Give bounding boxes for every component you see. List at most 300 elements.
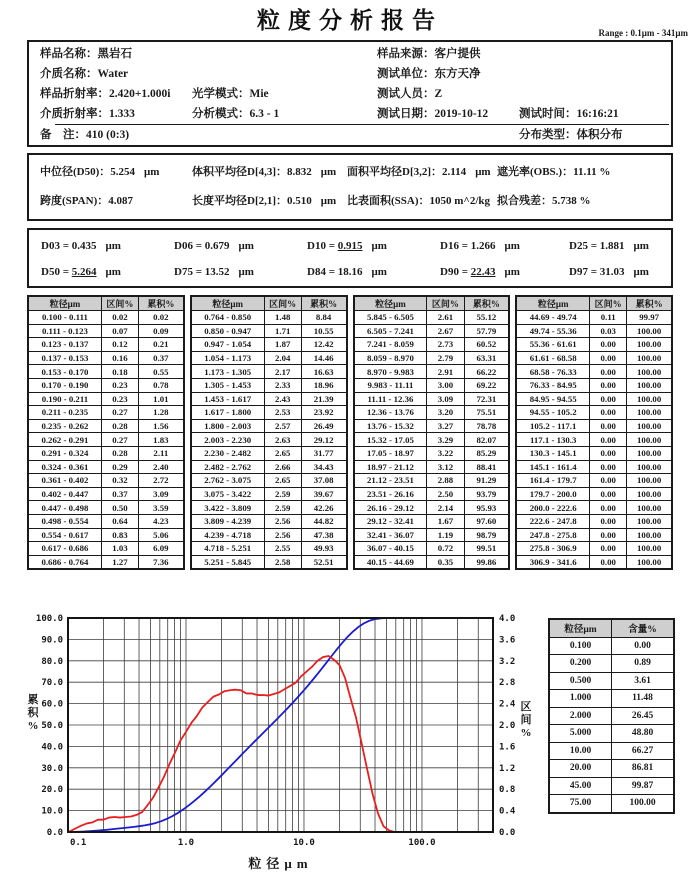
- table-row: [28, 433, 184, 447]
- column-header: 粒径μm: [191, 296, 264, 311]
- table-row: [354, 446, 510, 460]
- table-cell: 0.137 - 0.153: [28, 351, 101, 365]
- table-cell: 3.075 - 3.422: [191, 487, 264, 501]
- table-cell: 2.17: [264, 365, 301, 379]
- table-row: [28, 419, 184, 433]
- field-label: 测试时间：: [519, 108, 577, 120]
- table-cell: 48.80: [612, 725, 675, 743]
- table-row: [191, 528, 347, 542]
- d-value-unit: μm: [371, 266, 387, 278]
- field-label: 测试日期：: [377, 108, 435, 120]
- right-axis-tick-label: 2.8: [499, 678, 516, 689]
- table-cell: 105.2 - 117.1: [516, 419, 589, 433]
- table-cell: 0.00: [590, 542, 627, 556]
- stat-label: 中位径(D50)：: [40, 166, 111, 178]
- table-cell: 0.23: [101, 392, 138, 406]
- table-cell: 0.35: [427, 555, 464, 569]
- table-row: [28, 446, 184, 460]
- column-header: 累积%: [464, 296, 509, 311]
- table-cell: 3.27: [427, 419, 464, 433]
- table-cell: 2.91: [427, 365, 464, 379]
- stat-value: 0.510: [287, 195, 312, 207]
- table-cell: 16.63: [301, 365, 346, 379]
- field-test-unit: [377, 64, 481, 84]
- table-cell: 0.00: [590, 446, 627, 460]
- d-value-d90: D90 = 22.43 μm: [440, 266, 520, 278]
- table-cell: 0.09: [139, 324, 184, 338]
- table-cell: 1.56: [139, 419, 184, 433]
- table-row: [28, 365, 184, 379]
- table-cell: 100.00: [627, 433, 672, 447]
- table-cell: 2.762 - 3.075: [191, 474, 264, 488]
- column-header: 含量%: [612, 619, 675, 637]
- d-value-number: 1.266: [470, 240, 496, 252]
- table-cell: 52.51: [301, 555, 346, 569]
- table-cell: 6.09: [139, 542, 184, 556]
- table-cell: 0.32: [101, 474, 138, 488]
- info-row: [29, 44, 671, 64]
- table-cell: 1.173 - 1.305: [191, 365, 264, 379]
- table-row: [549, 690, 674, 708]
- table-cell: 42.26: [301, 501, 346, 515]
- distribution-table-group: [27, 295, 185, 570]
- table-cell: 26.49: [301, 419, 346, 433]
- table-cell: 0.18: [101, 365, 138, 379]
- table-cell: 68.58 - 76.33: [516, 365, 589, 379]
- table-row: [28, 542, 184, 556]
- table-cell: 39.67: [301, 487, 346, 501]
- d-values-row: [29, 259, 671, 285]
- table-row: [191, 419, 347, 433]
- stat-value: 4.087: [108, 195, 133, 207]
- table-cell: 0.00: [590, 555, 627, 569]
- table-cell: 275.8 - 306.9: [516, 542, 589, 556]
- table-cell: 31.77: [301, 446, 346, 460]
- stat-unit: μm: [320, 166, 337, 178]
- d-value-number: 0.679: [204, 240, 230, 252]
- table-cell: 60.52: [464, 338, 509, 352]
- field-test-time: [519, 104, 619, 124]
- field-sample-source: [377, 44, 481, 64]
- stat-fit-residual: [497, 187, 591, 216]
- table-cell: 2.73: [427, 338, 464, 352]
- field-value: 体积分布: [576, 129, 623, 141]
- table-cell: 0.211 - 0.235: [28, 406, 101, 420]
- stat-span: [40, 187, 133, 216]
- d-value-d84: D84 = 18.16 μm: [307, 266, 387, 278]
- table-cell: 0.00: [590, 460, 627, 474]
- table-cell: 0.947 - 1.054: [191, 338, 264, 352]
- table-cell: 2.56: [264, 528, 301, 542]
- table-cell: 3.29: [427, 433, 464, 447]
- table-row: [354, 311, 510, 325]
- field-value: 黑岩石: [97, 48, 132, 60]
- table-row: [354, 528, 510, 542]
- table-cell: 0.00: [590, 433, 627, 447]
- d-value-unit: μm: [238, 240, 254, 252]
- table-cell: 66.22: [464, 365, 509, 379]
- d-value-number: 0.915: [337, 240, 363, 252]
- table-row: [191, 487, 347, 501]
- table-cell: 0.83: [101, 528, 138, 542]
- statistics-box: [27, 153, 673, 221]
- table-cell: 2.003 - 2.230: [191, 433, 264, 447]
- right-axis-tick-label: 0.0: [499, 828, 516, 838]
- x-axis-tick-label: 1.0: [177, 838, 195, 848]
- table-cell: 4.718 - 5.251: [191, 542, 264, 556]
- table-row: [191, 392, 347, 406]
- table-cell: 1.054 - 1.173: [191, 351, 264, 365]
- table-cell: 2.65: [264, 446, 301, 460]
- table-cell: 1.67: [427, 514, 464, 528]
- table-cell: 0.170 - 0.190: [28, 378, 101, 392]
- table-cell: 2.55: [264, 542, 301, 556]
- field-test-date: [377, 104, 488, 124]
- table-cell: 0.37: [139, 351, 184, 365]
- table-cell: 72.31: [464, 392, 509, 406]
- field-label: 测试人员：: [377, 88, 435, 100]
- left-axis-tick-label: 50.0: [41, 721, 63, 731]
- table-cell: 47.38: [301, 528, 346, 542]
- field-value: 2019-10-12: [434, 108, 489, 120]
- d-values-box: [27, 228, 673, 288]
- d-value-unit: μm: [504, 266, 520, 278]
- field-label: 样品折射率：: [40, 88, 109, 100]
- d-values-row: [29, 233, 671, 259]
- table-cell: 8.84: [301, 311, 346, 325]
- table-cell: 17.05 - 18.97: [354, 446, 427, 460]
- table-cell: 85.29: [464, 446, 509, 460]
- table-cell: 29.12 - 32.41: [354, 514, 427, 528]
- d-value-unit: μm: [504, 240, 520, 252]
- table-row: [28, 392, 184, 406]
- table-cell: 0.00: [590, 528, 627, 542]
- d-value-unit: μm: [633, 266, 649, 278]
- table-cell: 4.239 - 4.718: [191, 528, 264, 542]
- table-cell: 0.27: [101, 406, 138, 420]
- table-cell: 0.02: [101, 311, 138, 325]
- table-cell: 0.00: [590, 419, 627, 433]
- table-cell: 2.79: [427, 351, 464, 365]
- table-cell: 3.00: [427, 378, 464, 392]
- table-cell: 100.00: [627, 365, 672, 379]
- stat-volume-mean-d43: [192, 158, 336, 187]
- field-label: 分布类型：: [519, 129, 577, 141]
- table-row: [549, 760, 674, 778]
- table-cell: 0.686 - 0.764: [28, 555, 101, 569]
- left-axis-tick-label: 90.0: [41, 635, 63, 646]
- d-value-d16: D16 = 1.266 μm: [440, 240, 520, 252]
- table-cell: 2.482 - 2.762: [191, 460, 264, 474]
- table-cell: 32.41 - 36.07: [354, 528, 427, 542]
- field-label: 介质名称：: [40, 68, 98, 80]
- table-cell: 100.00: [627, 501, 672, 515]
- table-row: [354, 351, 510, 365]
- table-row: [28, 460, 184, 474]
- table-cell: 2.67: [427, 324, 464, 338]
- table-cell: 2.14: [427, 501, 464, 515]
- table-cell: 0.16: [101, 351, 138, 365]
- stat-label: 遮光率(OBS.)：: [497, 166, 574, 178]
- left-axis-tick-label: 60.0: [41, 699, 63, 710]
- table-cell: 2.04: [264, 351, 301, 365]
- d-value-number: 5.264: [71, 266, 97, 278]
- field-value: 410 (0:3): [86, 129, 130, 141]
- table-cell: 0.617 - 0.686: [28, 542, 101, 556]
- d-value-number: 1.881: [599, 240, 625, 252]
- stat-value: 11.11 %: [573, 166, 611, 178]
- table-cell: 49.93: [301, 542, 346, 556]
- table-cell: 94.55 - 105.2: [516, 406, 589, 420]
- field-medium-ri: [40, 104, 135, 124]
- left-axis-tick-label: 20.0: [41, 785, 63, 796]
- column-header: 累积%: [139, 296, 184, 311]
- table-cell: 7.36: [139, 555, 184, 569]
- table-row: [354, 474, 510, 488]
- table-cell: 8.970 - 9.983: [354, 365, 427, 379]
- distribution-table-group: [190, 295, 348, 570]
- table-cell: 0.361 - 0.402: [28, 474, 101, 488]
- table-cell: 3.22: [427, 446, 464, 460]
- field-value: 1.333: [109, 108, 135, 120]
- table-row: [516, 324, 672, 338]
- table-cell: 36.07 - 40.15: [354, 542, 427, 556]
- table-cell: 0.00: [590, 378, 627, 392]
- table-cell: 100.00: [627, 446, 672, 460]
- stat-value: 2.114: [442, 166, 467, 178]
- right-axis-tick-label: 3.6: [499, 635, 516, 646]
- stat-value: 1050 m^2/kg: [429, 195, 490, 207]
- right-axis-tick-label: 4.0: [499, 614, 516, 624]
- table-row: [549, 672, 674, 690]
- column-header: 区间%: [264, 296, 301, 311]
- table-cell: 3.61: [612, 672, 675, 690]
- column-header: 粒径μm: [354, 296, 427, 311]
- table-cell: 5.000: [549, 725, 612, 743]
- stat-median-d50: [40, 158, 159, 187]
- column-header: 粒径μm: [28, 296, 101, 311]
- table-cell: 0.89: [612, 655, 675, 673]
- table-cell: 84.95 - 94.55: [516, 392, 589, 406]
- table-cell: 3.09: [427, 392, 464, 406]
- left-axis-tick-label: 30.0: [41, 763, 63, 774]
- table-cell: 1.617 - 1.800: [191, 406, 264, 420]
- table-cell: 86.81: [612, 760, 675, 778]
- table-cell: 0.00: [590, 406, 627, 420]
- table-row: [28, 514, 184, 528]
- table-cell: 57.79: [464, 324, 509, 338]
- table-cell: 0.28: [101, 419, 138, 433]
- table-cell: 2.59: [264, 487, 301, 501]
- table-row: [516, 419, 672, 433]
- table-cell: 2.57: [264, 419, 301, 433]
- right-axis-title: 区间%: [520, 701, 532, 739]
- table-row: [28, 555, 184, 569]
- stat-value: 5.254: [110, 166, 136, 178]
- table-cell: 45.00: [549, 777, 612, 795]
- table-cell: 75.51: [464, 406, 509, 420]
- field-sample-name: [40, 44, 132, 64]
- left-axis-tick-label: 0.0: [46, 828, 63, 838]
- table-row: [28, 351, 184, 365]
- d-value-number: 22.43: [470, 266, 496, 278]
- table-cell: 2.61: [427, 311, 464, 325]
- table-row: [191, 460, 347, 474]
- table-row: [28, 528, 184, 542]
- field-label: 样品名称：: [40, 48, 98, 60]
- table-cell: 66.27: [612, 742, 675, 760]
- table-row: [354, 378, 510, 392]
- stats-row: [29, 187, 671, 216]
- right-axis-tick-label: 1.6: [499, 742, 516, 753]
- table-cell: 2.000: [549, 707, 612, 725]
- table-row: [354, 542, 510, 556]
- d-value-name: D97: [569, 266, 588, 278]
- table-cell: 100.00: [627, 474, 672, 488]
- table-cell: 2.72: [139, 474, 184, 488]
- field-value: 客户提供: [434, 48, 481, 60]
- table-cell: 20.00: [549, 760, 612, 778]
- d-value-number: 13.52: [204, 266, 230, 278]
- stat-unit: μm: [320, 195, 337, 207]
- table-cell: 0.11: [590, 311, 627, 325]
- table-cell: 0.37: [101, 487, 138, 501]
- table-cell: 29.12: [301, 433, 346, 447]
- right-axis-tick-label: 2.4: [499, 699, 516, 710]
- info-row: [29, 104, 671, 124]
- table-row: [516, 311, 672, 325]
- left-axis-title: 累积%: [27, 694, 39, 732]
- d-value-name: D06: [174, 240, 193, 252]
- sample-info-box: [27, 40, 673, 147]
- field-label: 介质折射率：: [40, 108, 109, 120]
- field-value: Z: [434, 88, 443, 100]
- table-cell: 0.27: [101, 433, 138, 447]
- table-cell: 6.505 - 7.241: [354, 324, 427, 338]
- table-row: [549, 707, 674, 725]
- table-row: [516, 365, 672, 379]
- table-cell: 100.00: [627, 487, 672, 501]
- table-row: [191, 514, 347, 528]
- table-cell: 15.32 - 17.05: [354, 433, 427, 447]
- field-sample-ri: [40, 84, 171, 104]
- table-cell: 26.16 - 29.12: [354, 501, 427, 515]
- field-value: 16:16:21: [576, 108, 619, 120]
- d-value-d50: D50 = 5.264 μm: [41, 266, 121, 278]
- table-cell: 0.50: [101, 501, 138, 515]
- table-cell: 2.59: [264, 501, 301, 515]
- table-row: [516, 528, 672, 542]
- table-cell: 0.00: [612, 637, 675, 655]
- column-header: 区间%: [101, 296, 138, 311]
- table-row: [28, 324, 184, 338]
- table-cell: 14.46: [301, 351, 346, 365]
- x-axis-tick-label: 100.0: [408, 838, 436, 848]
- field-value: Water: [97, 68, 129, 80]
- table-cell: 12.36 - 13.76: [354, 406, 427, 420]
- range-label: Range : 0.1μm - 341μm: [598, 28, 688, 38]
- d-value-name: D16: [440, 240, 459, 252]
- table-cell: 13.76 - 15.32: [354, 419, 427, 433]
- table-row: [191, 406, 347, 420]
- right-axis-tick-label: 2.0: [499, 721, 516, 731]
- column-header: 区间%: [590, 296, 627, 311]
- table-cell: 1.01: [139, 392, 184, 406]
- table-cell: 0.07: [101, 324, 138, 338]
- table-cell: 99.51: [464, 542, 509, 556]
- d-value-unit: μm: [105, 266, 121, 278]
- table-cell: 1.453 - 1.617: [191, 392, 264, 406]
- table-cell: 3.809 - 4.239: [191, 514, 264, 528]
- table-cell: 0.200: [549, 655, 612, 673]
- distribution-chart: [20, 598, 535, 875]
- table-cell: 2.66: [264, 460, 301, 474]
- d-value-name: D25: [569, 240, 588, 252]
- d-value-unit: μm: [371, 240, 387, 252]
- table-cell: 100.00: [627, 528, 672, 542]
- table-cell: 61.61 - 68.58: [516, 351, 589, 365]
- table-cell: 0.00: [590, 501, 627, 515]
- table-cell: 3.422 - 3.809: [191, 501, 264, 515]
- field-value: 6.3 - 1: [249, 108, 280, 120]
- table-cell: 82.07: [464, 433, 509, 447]
- field-label: 光学模式：: [192, 88, 250, 100]
- table-cell: 5.06: [139, 528, 184, 542]
- table-cell: 0.00: [590, 474, 627, 488]
- table-cell: 1.71: [264, 324, 301, 338]
- table-cell: 0.21: [139, 338, 184, 352]
- table-row: [191, 446, 347, 460]
- table-cell: 1.27: [101, 555, 138, 569]
- table-cell: 100.00: [627, 542, 672, 556]
- table-cell: 37.08: [301, 474, 346, 488]
- table-cell: 0.00: [590, 351, 627, 365]
- table-row: [28, 501, 184, 515]
- left-axis-tick-label: 40.0: [41, 742, 63, 753]
- table-row: [354, 555, 510, 569]
- stat-unit: μm: [144, 166, 160, 178]
- stat-area-mean-d32: [347, 158, 491, 187]
- table-cell: 100.00: [627, 514, 672, 528]
- table-row: [191, 555, 347, 569]
- d-value-name: D10: [307, 240, 326, 252]
- right-axis-tick-label: 3.2: [499, 656, 516, 667]
- table-row: [516, 446, 672, 460]
- table-cell: 145.1 - 161.4: [516, 460, 589, 474]
- table-cell: 1.03: [101, 542, 138, 556]
- table-cell: 1.000: [549, 690, 612, 708]
- d-value-name: D75: [174, 266, 193, 278]
- table-cell: 55.36 - 61.61: [516, 338, 589, 352]
- table-row: [191, 365, 347, 379]
- table-cell: 10.00: [549, 742, 612, 760]
- stat-label: 比表面积(SSA)：: [347, 195, 430, 207]
- table-cell: 1.48: [264, 311, 301, 325]
- left-axis-tick-label: 10.0: [41, 806, 63, 817]
- table-cell: 18.97 - 21.12: [354, 460, 427, 474]
- table-cell: 179.7 - 200.0: [516, 487, 589, 501]
- table-cell: 0.55: [139, 365, 184, 379]
- d-value-name: D84: [307, 266, 326, 278]
- table-row: [354, 338, 510, 352]
- table-row: [516, 433, 672, 447]
- table-row: [549, 725, 674, 743]
- table-cell: 0.123 - 0.137: [28, 338, 101, 352]
- table-cell: 88.41: [464, 460, 509, 474]
- table-cell: 3.12: [427, 460, 464, 474]
- stat-value: 5.738 %: [552, 195, 591, 207]
- table-cell: 7.241 - 8.059: [354, 338, 427, 352]
